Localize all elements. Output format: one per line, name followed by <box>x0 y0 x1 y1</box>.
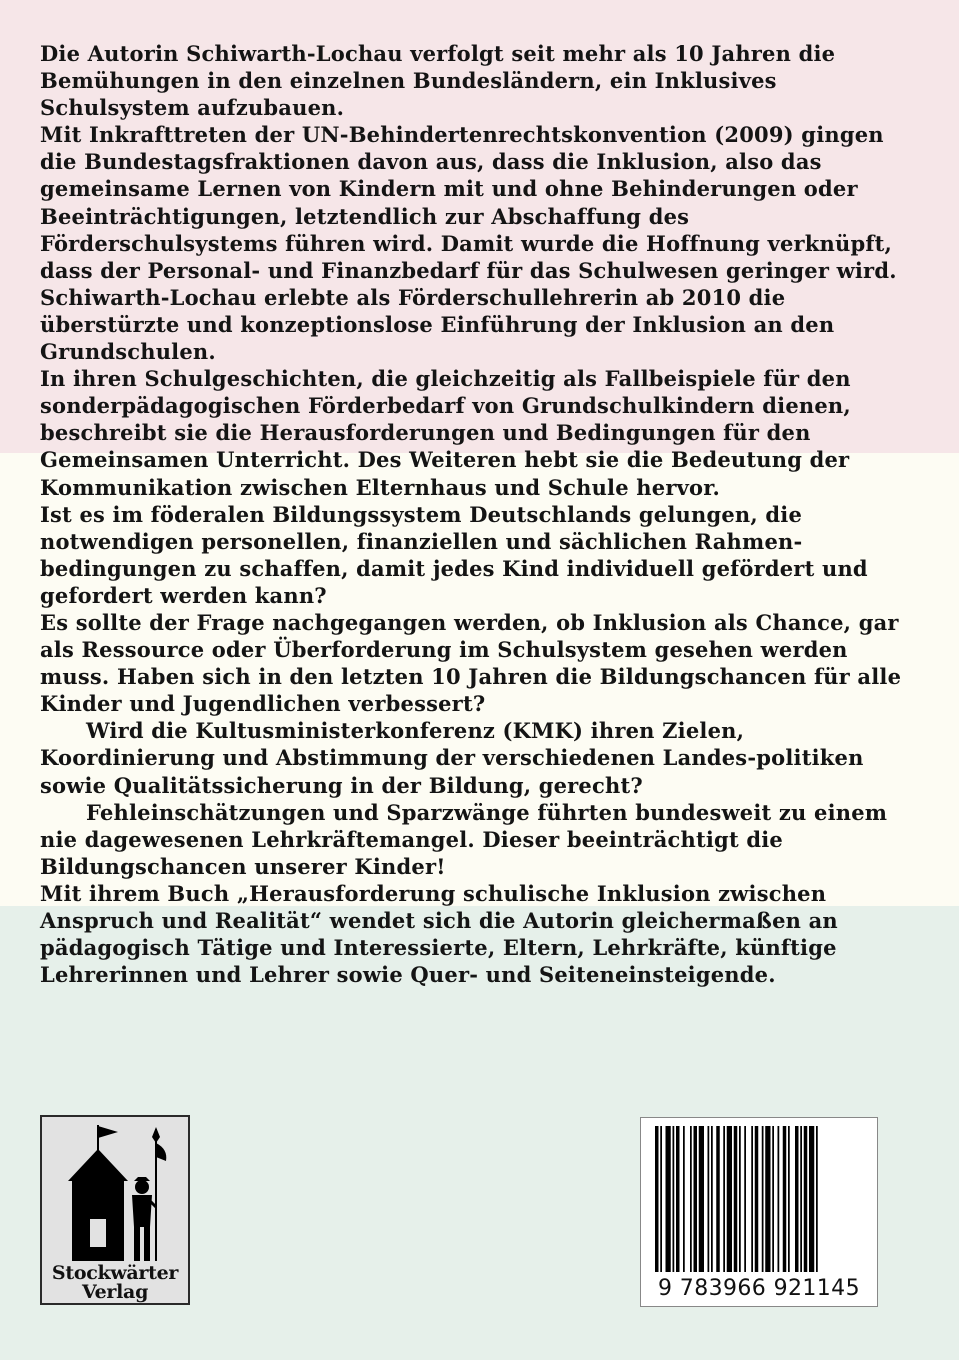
barcode-bar <box>800 1126 802 1272</box>
barcode-icon <box>655 1126 865 1272</box>
paragraph: Fehleinschätzungen und Sparzwänge führten bundesweit zu einem nie dagewesenen Lehrkräftemangel. Dieser beeinträchtigt die Bildungschancen unserer Kinder! <box>40 799 888 879</box>
barcode-bar <box>673 1126 675 1272</box>
barcode-bar <box>723 1126 725 1272</box>
publisher-name-line2: Verlag <box>81 1281 149 1303</box>
paragraph: Es sollte der Frage nachgegangen werden, ob Inklusion als Chance, gar als Ressource oder Überforderung im Schulsystem gesehen werden muss. Haben sich in den letzten 10 Jahren die Bildungschancen für alle Kinder und Jugendlichen verbessert? <box>40 609 902 717</box>
paragraph: Die Autorin Schiwarth-Lochau verfolgt seit mehr als 10 Jahren die Bemühungen in den einzelnen Bundesländern, ein Inklusives Schulsystem aufzubauen. <box>40 41 836 121</box>
isbn-barcode <box>640 1117 878 1307</box>
tower-and-guard-icon <box>48 1123 182 1263</box>
isbn-number: 9 783966 921145 <box>658 1276 860 1301</box>
barcode-bar <box>744 1126 746 1272</box>
paragraph: Mit Inkrafttreten der UN-Behindertenrechtskonvention (2009) gingen die Bundestagsfraktionen davon aus, dass die Inklusion, also das gemeinsame Lernen von Kindern mit und ohne Behinderungen oder Beeinträchtigungen, letztendlich zur Abschaffung des Förderschulsystems führen wird. Damit wurde die Hoffnung verknüpft, dass der Personal- und Finanzbedarf für das Schulwesen geringer wird. <box>40 122 897 283</box>
barcode-bar <box>683 1126 685 1272</box>
barcode-bar <box>755 1126 759 1272</box>
barcode-bar <box>739 1126 741 1272</box>
blurb-text <box>40 40 920 988</box>
barcode-bar <box>778 1126 780 1272</box>
paragraph: Wird die Kultusministerkonferenz (KMK) ihren Zielen, Koordinierung und Abstimmung der verschiedenen Landes-politiken sowie Qualitätssicherung in der Bildung, gerecht? <box>40 718 864 798</box>
barcode-bar <box>655 1126 659 1272</box>
barcode-bar <box>762 1126 764 1272</box>
barcode-bar <box>795 1126 799 1272</box>
barcode-bar <box>699 1126 704 1272</box>
barcode-bar <box>816 1126 818 1272</box>
barcode-bar <box>666 1126 671 1272</box>
publisher-name-line1: Stockwärter <box>51 1262 179 1284</box>
paragraph: Mit ihrem Buch „Herausforderung schulische Inklusion zwischen Anspruch und Realität“ wendet sich die Autorin gleichermaßen an pädagogisch Tätige und Interessierte, Eltern, Lehrkräfte, künftige Lehrerinnen und Lehrer sowie Quer- und Seiteneinsteigende. <box>40 880 838 988</box>
barcode-bar <box>804 1126 808 1272</box>
barcode-bar <box>708 1126 710 1272</box>
barcode-bar <box>772 1126 774 1272</box>
barcode-bar <box>809 1126 814 1272</box>
paragraph: In ihren Schulgeschichten, die gleichzeitig als Fallbeispiele für den sonderpädagogischen Förderbedarf von Grundschulkindern dienen, beschreibt sie die Herausforderungen und Bedingungen für den Gemeinsamen Unterricht. Des Weiteren hebt sie die Bedeutung der Kommunikation zwischen Elternhaus und Schule hervor. <box>40 366 851 500</box>
barcode-bar <box>690 1126 692 1272</box>
paragraph: Schiwarth-Lochau erlebte als Förderschullehrerin ab 2010 die überstürzte und konzeptionslose Einführung der Inklusion an den Grundschulen. <box>40 284 835 365</box>
barcode-bar <box>711 1126 713 1272</box>
barcode-bar <box>694 1126 698 1272</box>
barcode-bar <box>783 1126 787 1272</box>
publisher-logo <box>40 1115 190 1305</box>
paragraph: Ist es im föderalen Bildungssystem Deutschlands gelungen, die notwendigen personellen, finanziellen und sächlichen Rahmen-bedingungen zu schaffen, damit jedes Kind individuell gefördert und gefordert werden kann? <box>40 501 868 608</box>
barcode-bar <box>734 1126 738 1272</box>
barcode-bar <box>751 1126 753 1272</box>
barcode-bar <box>660 1126 662 1272</box>
barcode-bar <box>727 1126 732 1272</box>
barcode-bar <box>676 1126 680 1272</box>
barcode-bar <box>788 1126 790 1272</box>
barcode-bar <box>716 1126 720 1272</box>
barcode-bar <box>765 1126 770 1272</box>
